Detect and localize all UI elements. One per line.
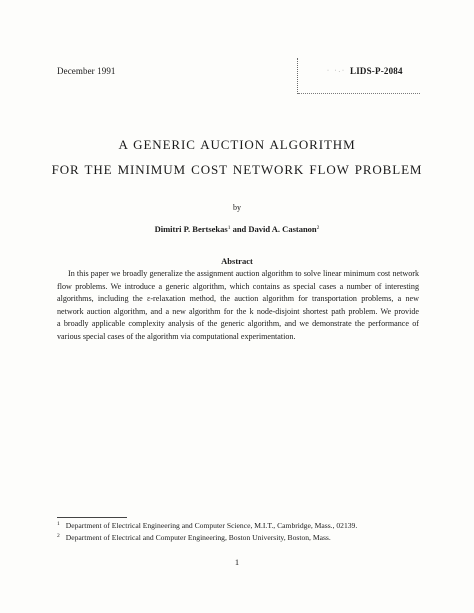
paper-title-line-1: A GENERIC AUCTION ALGORITHM <box>118 137 356 152</box>
report-date: December 1991 <box>57 66 116 76</box>
footnote-mark: 2 <box>57 533 60 539</box>
paper-title-line-2: FOR THE MINIMUM COST NETWORK FLOW PROBLEM <box>51 162 423 177</box>
abstract-line: flow problems. We introduce a generic algorithm, which contains as special cases a number of interesting <box>57 281 419 291</box>
author-connector: and <box>230 224 249 234</box>
footnote <box>57 521 357 530</box>
author-name: Dimitri P. Bertsekas <box>154 224 228 234</box>
page-number: 1 <box>234 557 240 567</box>
author-name: David A. Castanon <box>248 224 317 234</box>
report-number: LIDS-P-2084 <box>350 66 403 76</box>
author-affiliation-mark: 2 <box>316 225 320 231</box>
stamp-marks: · ·.· <box>327 68 346 74</box>
footnote-separator <box>57 517 127 518</box>
abstract-line: various special cases of the algorithm via computational experimentation. <box>57 331 296 341</box>
footnote-text: Department of Electrical and Computer Engineering, Boston University, Boston, Mass. <box>65 533 331 542</box>
stamp-border-vertical <box>297 58 298 94</box>
abstract-line: network auction algorithm, and a new algorithm for the k node-disjoint shortest path problem. We provide <box>57 306 419 316</box>
footnote <box>57 533 331 542</box>
footnote-text: Department of Electrical Engineering and Computer Science, M.I.T., Cambridge, Mass., 02139. <box>65 521 358 530</box>
footnote-mark: 1 <box>57 521 60 527</box>
abstract-body <box>57 268 419 344</box>
stamp-border-horizontal <box>298 93 420 94</box>
byline-by: by <box>233 203 241 212</box>
abstract-line: algorithms, including the ε-relaxation method, the auction algorithm for transportation problems, a new <box>57 294 419 304</box>
author-affiliation-mark: 1 <box>227 225 231 231</box>
author-list <box>0 224 474 234</box>
abstract-line: In this paper we broadly generalize the assignment auction algorithm to solve linear minimum cost network <box>68 269 419 278</box>
abstract-line: a broadly applicable complexity analysis of the generic algorithm, and we demonstrate the performance of <box>57 319 419 329</box>
abstract-heading: Abstract <box>221 256 253 266</box>
